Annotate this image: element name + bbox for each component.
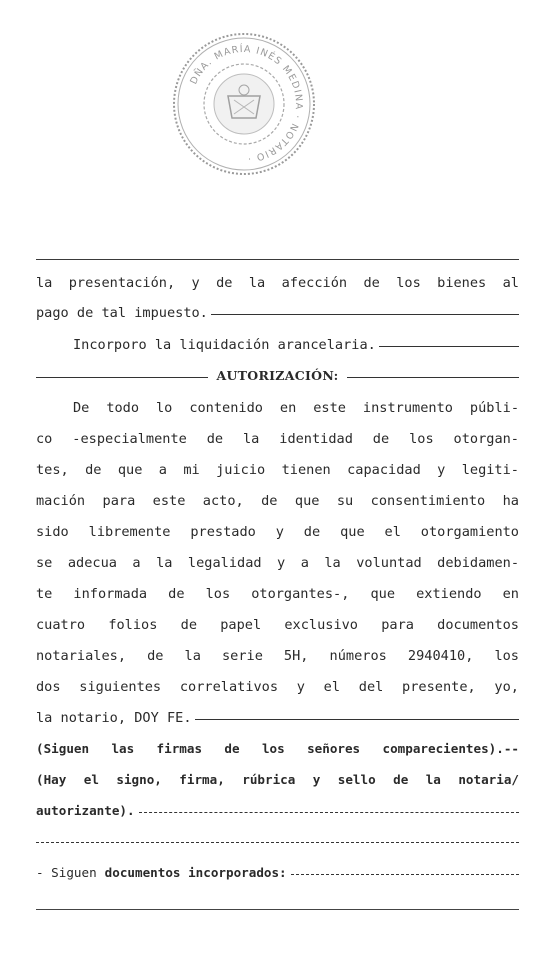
filler-rule [211,314,519,315]
text-line-9 [36,522,519,542]
text-line-8 [36,491,519,511]
section-heading: AUTORIZACIÓN: [216,368,339,383]
line-text: mación para este acto, de que su consentimiento ha [36,493,519,509]
notary-seal [170,30,318,178]
section-heading-row [36,366,519,386]
line-text: co -especialmente de la identidad de los otorgan- [36,431,519,447]
text-line-11 [36,584,519,604]
text-line-19 [36,863,519,883]
line-text-bold: documentos incorporados: [104,865,287,880]
dashed-separator [36,842,519,843]
text-line-10 [36,553,519,573]
text-line-12 [36,615,519,635]
line-text-prefix: - Siguen [36,865,97,880]
text-line-3 [36,335,519,355]
text-line-2 [36,303,519,323]
text-line-13 [36,646,519,666]
line-text: (Siguen las firmas de los señores comparecientes).-- [36,741,519,756]
line-text: tes, de que a mi juicio tienen capacidad y legiti- [36,462,519,478]
line-text: sido libremente prestado y de que el otorgamiento [36,524,519,540]
text-line-18 [36,801,519,821]
filler-dashes [139,812,519,813]
text-line-1 [36,273,519,293]
filler-rule [36,377,208,378]
line-text: dos siguientes correlativos y el del presente, yo, [36,679,519,695]
seal-ring-text: DÑA. MARÍA INÉS MEDINA · NOTARIO · [188,43,305,164]
text-line-15 [36,708,519,728]
line-text: la notario, DOY FE. [36,710,192,726]
text-line-16 [36,739,519,759]
top-rule [36,259,519,260]
text-line-6 [36,429,519,449]
text-line-17 [36,770,519,790]
text-line-14 [36,677,519,697]
line-text: cuatro folios de papel exclusivo para documentos [36,617,519,633]
filler-rule [195,719,520,720]
line-text: la presentación, y de la afección de los bienes al [36,275,519,291]
seal-graphic [170,30,318,178]
filler-rule [379,346,519,347]
filler-dashes [291,874,519,875]
line-text: pago de tal impuesto. [36,305,208,321]
bottom-rule [36,909,519,910]
line-text: notariales, de la serie 5H, números 2940410, los [36,648,519,664]
text-line-5 [36,398,519,418]
line-text: te informada de los otorgantes-, que extiendo en [36,586,519,602]
line-text: autorizante). [36,803,135,818]
line-text: De todo lo contenido en este instrumento públi- [73,400,519,416]
line-text: (Hay el signo, firma, rúbrica y sello de la notaria/ [36,772,519,787]
filler-rule [347,377,519,378]
text-line-7 [36,460,519,480]
line-text: se adecua a la legalidad y a la voluntad debidamen- [36,555,519,571]
line-text: Incorporo la liquidación arancelaria. [73,337,376,353]
